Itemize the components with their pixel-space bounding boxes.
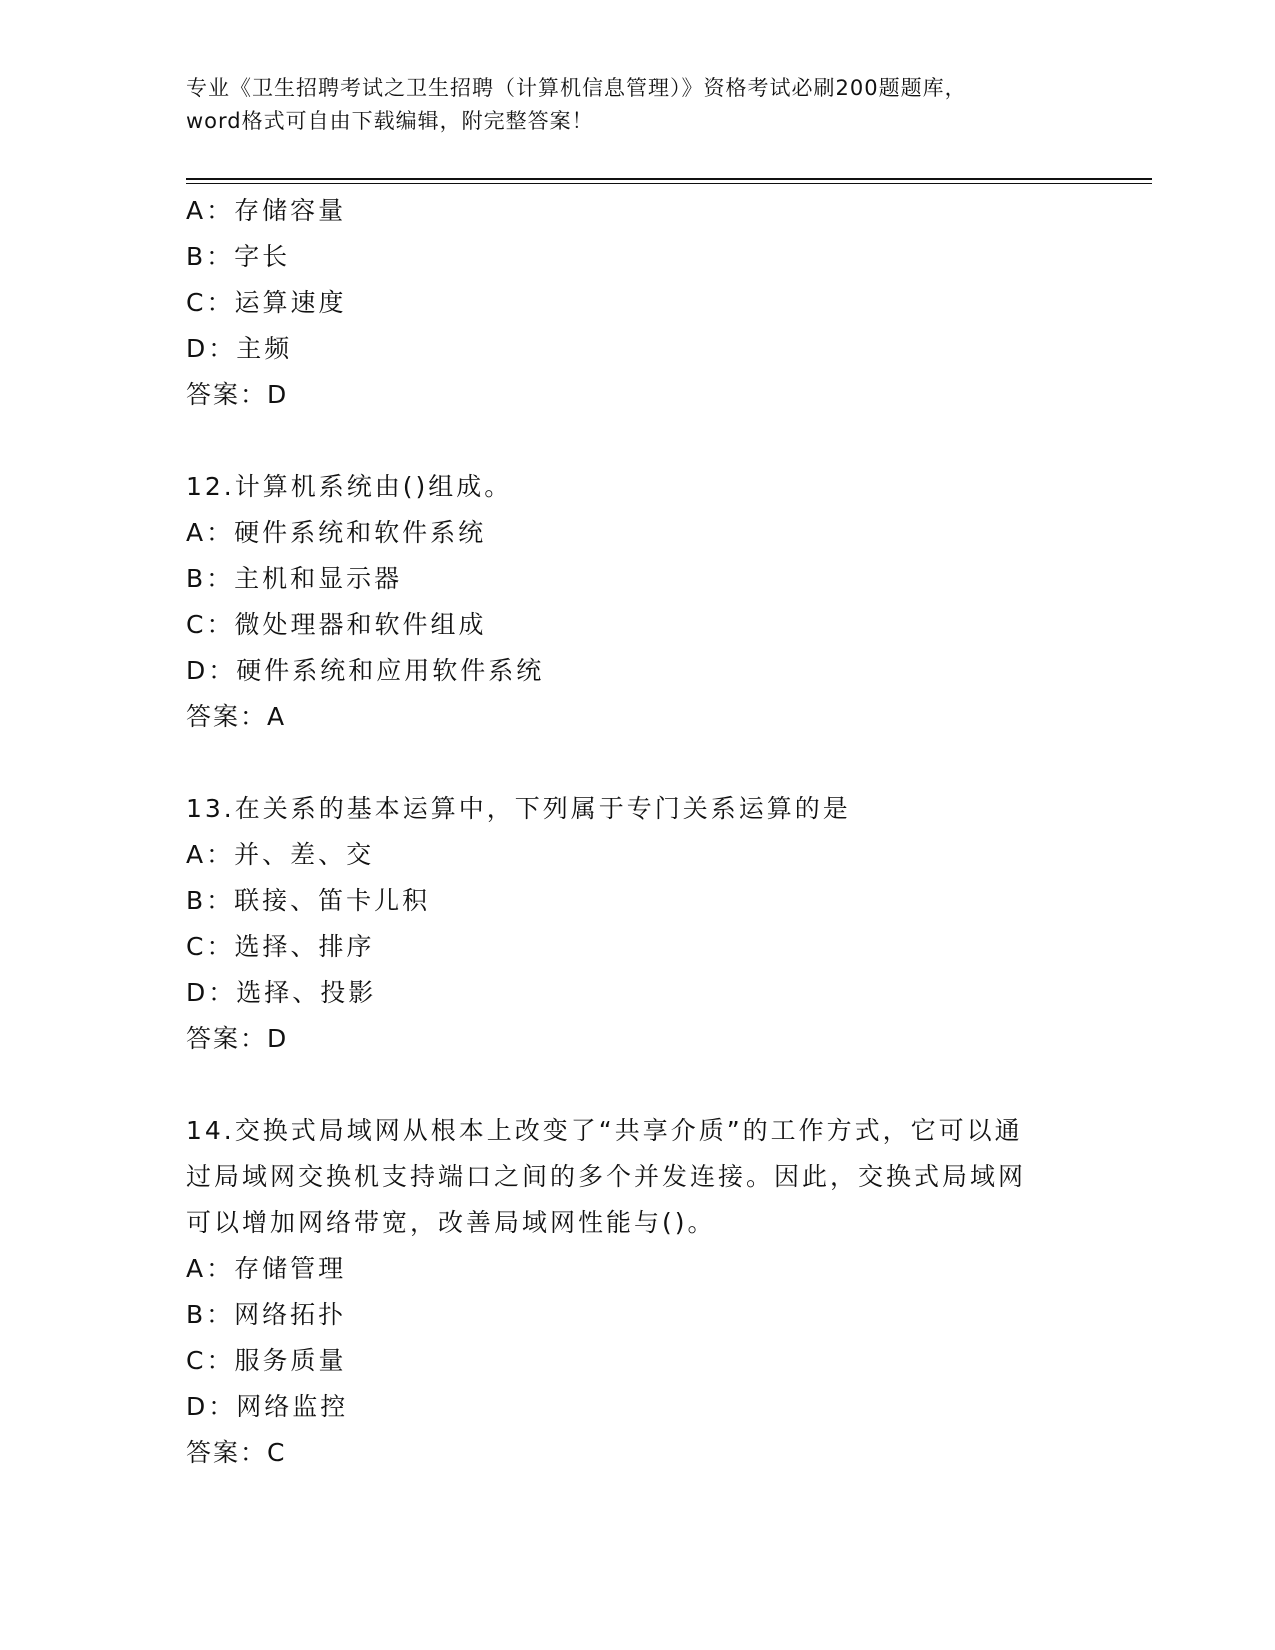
option-d: D：主频 (186, 334, 293, 363)
option-c: C：运算速度 (186, 288, 347, 317)
option-b: B：主机和显示器 (186, 564, 403, 593)
option-d: D：硬件系统和应用软件系统 (186, 656, 545, 685)
question-list (186, 188, 1086, 1476)
question-13 (186, 786, 1086, 1062)
question-stem: 12.计算机系统由()组成。 (186, 472, 513, 501)
option-c: C：微处理器和软件组成 (186, 610, 487, 639)
header-divider (186, 178, 1152, 184)
header-line-1: 专业《卫生招聘考试之卫生招聘（计算机信息管理）》资格考试必刷200题题库， (186, 76, 967, 100)
option-d: D：网络监控 (186, 1392, 349, 1421)
answer: 答案：D (186, 380, 289, 409)
option-c: C：服务质量 (186, 1346, 347, 1375)
question-12 (186, 464, 1086, 740)
option-a: A：并、差、交 (186, 840, 375, 869)
option-c: C：选择、排序 (186, 932, 375, 961)
option-b: B：联接、笛卡儿积 (186, 886, 431, 915)
question-stem: 13.在关系的基本运算中，下列属于专门关系运算的是 (186, 794, 851, 823)
option-b: B：网络拓扑 (186, 1300, 347, 1329)
answer: 答案：C (186, 1438, 287, 1467)
question-14 (186, 1108, 1086, 1476)
question-stem-line-2: 过局域网交换机支持端口之间的多个并发连接。因此，交换式局域网 (186, 1162, 1027, 1191)
document-header (186, 72, 1086, 138)
question-stem-line-1: 14.交换式局域网从根本上改变了“共享介质”的工作方式，它可以通 (186, 1116, 1023, 1145)
option-d: D：选择、投影 (186, 978, 377, 1007)
option-a: A：硬件系统和软件系统 (186, 518, 487, 547)
question-11 (186, 188, 1086, 418)
option-b: B：字长 (186, 242, 291, 271)
answer: 答案：D (186, 1024, 289, 1053)
answer: 答案：A (186, 702, 287, 731)
spacer (186, 418, 1086, 464)
header-line-2: word格式可自由下载编辑，附完整答案！ (186, 109, 594, 133)
option-a: A：存储容量 (186, 196, 347, 225)
spacer (186, 740, 1086, 786)
option-a: A：存储管理 (186, 1254, 347, 1283)
spacer (186, 1062, 1086, 1108)
question-stem-line-3: 可以增加网络带宽，改善局域网性能与()。 (186, 1208, 716, 1237)
